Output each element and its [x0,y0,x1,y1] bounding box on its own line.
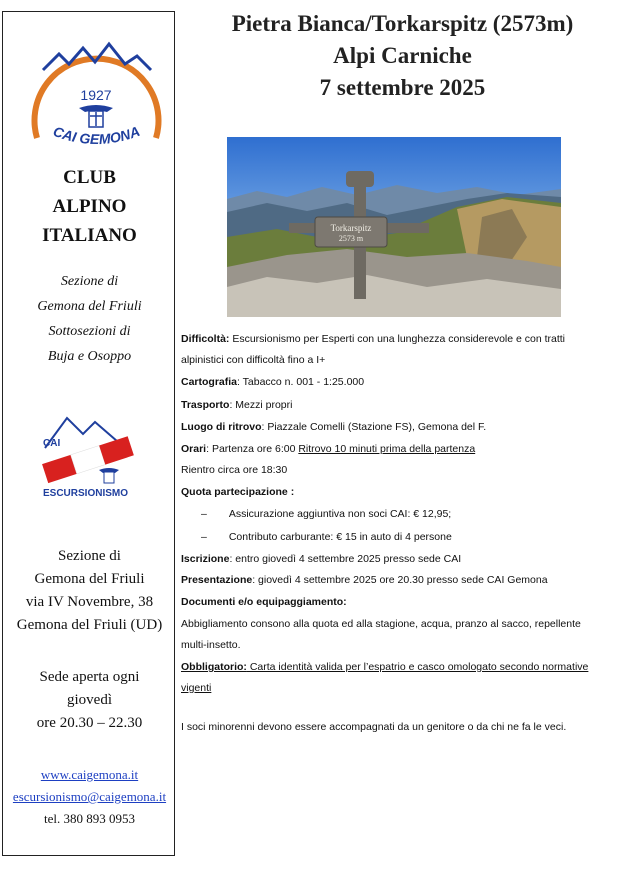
club-line: ALPINO [52,196,127,217]
event-header [185,8,620,104]
fee-item [201,508,451,520]
section-line: Buja e Osoppo [47,349,132,364]
address-line: Gemona del Friuli (UD) [16,617,163,633]
mandatory-row-2 [181,682,211,694]
fee-item-text: Assicurazione aggiuntiva non soci CAI: € 12,95; [228,508,452,520]
club-line: ITALIANO [42,225,137,246]
minors-text: I soci minorenni devono essere accompagnati da un genitore o da chi ne fa le veci. [181,721,567,733]
esc-logo-label: ESCURSIONISMO [43,488,129,499]
times-underlined: Ritrovo 10 minuti prima della partenza [298,443,476,455]
address-line: Sezione di [58,548,121,564]
mountain-icon [43,44,151,70]
cai-escursionismo-logo [29,408,145,506]
difficulty-row [181,333,565,345]
times-row [181,443,475,455]
club-name [3,163,176,250]
event-date: 7 settembre 2025 [319,75,486,100]
minors-row [181,721,566,733]
meeting-row [181,421,486,433]
contacts [3,764,176,830]
mandatory-text-2: vigenti [181,682,212,694]
registration-text: : entro giovedì 4 settembre 2025 presso sede CAI [229,553,462,565]
registration-row [181,553,461,565]
address-line: Gemona del Friuli [34,571,145,587]
summit-photo [227,137,561,317]
difficulty-label: Difficoltà: [181,333,230,345]
transport-label: Trasporto [181,399,230,411]
fee-item-text: Contributo carburante: € 15 in auto di 4 persone [228,531,452,543]
meeting-text: : Piazzale Comelli (Stazione FS), Gemona del F. [261,421,487,433]
fee-item-dash: – [201,531,207,543]
presentation-label: Presentazione [181,574,253,586]
section-line: Sottosezioni di [48,324,131,339]
esc-logo-cai: CAI [43,438,61,449]
documents-row [181,596,347,608]
club-line: CLUB [63,167,116,188]
hours-line: giovedì [67,692,112,708]
sign-name: Torkarspitz [330,223,372,233]
sidebar [2,11,175,856]
section-line: Sezione di [60,274,119,289]
fee-row [181,486,294,498]
sign-elevation: 2573 m [338,234,364,243]
presentation-text: : giovedì 4 settembre 2025 ore 20.30 presso sede CAI Gemona [252,574,548,586]
return-text: Rientro circa ore 18:30 [181,464,288,476]
cartography-label: Cartografia [181,376,238,388]
event-region: Alpi Carniche [333,43,472,68]
logo-year: 1927 [80,87,112,103]
difficulty-text: Escursionismo per Esperti con una lunghezza considerevole e con tratti [229,333,566,345]
documents-label: Documenti e/o equipaggiamento: [181,596,347,608]
phone-number: tel. 380 893 0953 [44,811,135,826]
website-link[interactable]: www.caigemona.it [40,767,139,782]
times-text: : Partenza ore 6:00 [206,443,299,455]
cartography-text: : Tabacco n. 001 - 1:25.000 [237,376,365,388]
email-link[interactable]: escursionismo@caigemona.it [12,789,167,804]
times-label: Orari [181,443,207,455]
sections [3,269,176,369]
mandatory-row [181,661,588,673]
meeting-label: Luogo di ritrovo [181,421,262,433]
address [3,545,176,637]
cartography-row [181,376,364,388]
mandatory-text: Carta identità valida per l’espatrio e casco omologato secondo normative [246,661,589,673]
fee-label: Quota partecipazione [181,486,288,498]
equipment-row-2 [181,639,241,651]
address-line: via IV Novembre, 38 [25,594,154,610]
logo-name: CAI GEMONA [51,122,142,148]
transport-row [181,399,292,411]
cai-gemona-logo [29,30,164,152]
fee-colon: : [287,486,295,498]
fee-item [201,531,452,543]
registration-label: Iscrizione [181,553,230,565]
transport-text: : Mezzi propri [229,399,293,411]
hours-line: Sede aperta ogni [39,669,140,685]
eagle-emblem-icon [79,105,113,127]
fee-item-dash: – [201,508,207,520]
equipment-text-2: multi-insetto. [181,639,241,651]
opening-hours [3,666,176,735]
hours-line: ore 20.30 – 22.30 [36,715,143,731]
event-title: Pietra Bianca/Torkarspitz (2573m) [231,11,574,36]
return-row [181,464,287,476]
difficulty-row-2 [181,354,325,366]
equipment-row [181,618,581,630]
section-line: Gemona del Friuli [37,299,142,314]
mandatory-label: Obbligatorio: [181,661,247,673]
difficulty-text-2: alpinistici con difficoltà fino a I+ [181,354,326,366]
equipment-text: Abbigliamento consono alla quota ed alla stagione, acqua, pranzo al sacco, repellente [181,618,581,630]
presentation-row [181,574,548,586]
